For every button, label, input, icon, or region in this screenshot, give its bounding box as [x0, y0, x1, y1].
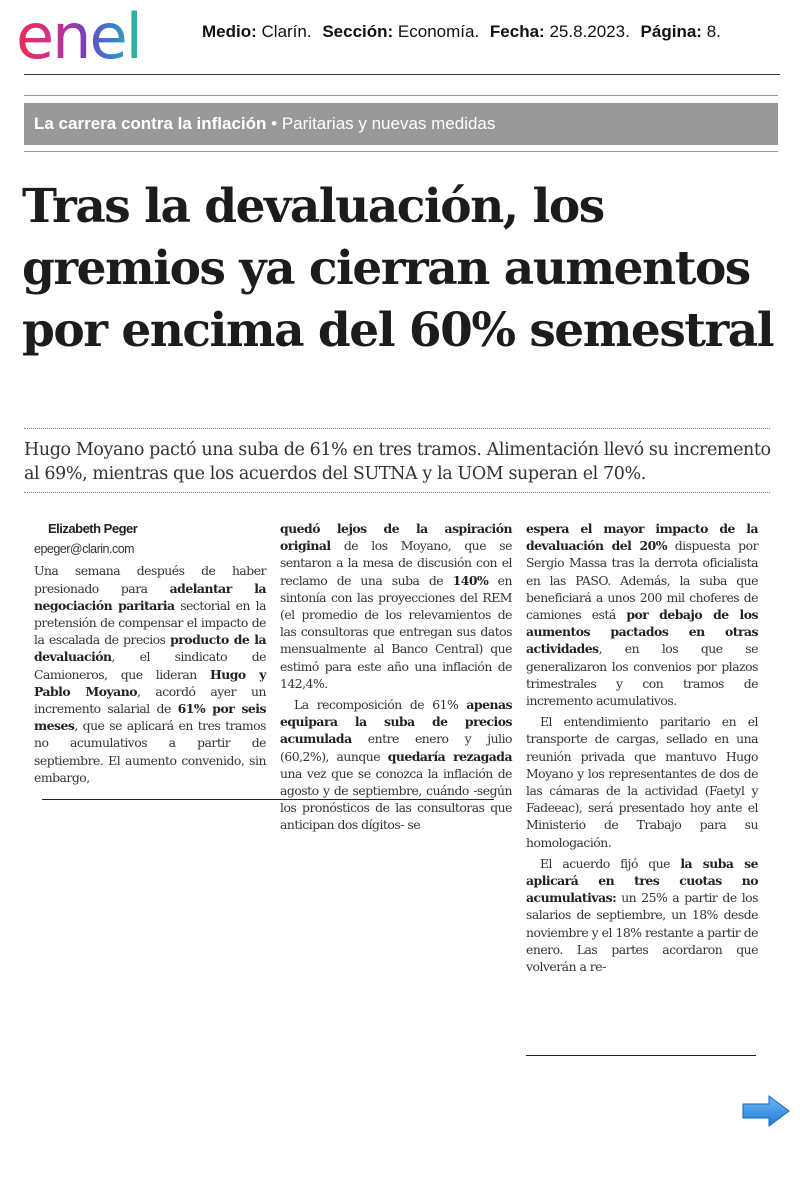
- article-column-2: [280, 520, 512, 838]
- medio-value: Clarín.: [261, 22, 312, 41]
- medio-label: Medio:: [202, 22, 257, 41]
- fecha-label: Fecha:: [489, 22, 545, 41]
- section-label: [34, 114, 495, 134]
- paragraph-4: El acuerdo fijó que la suba se aplicará en tres cuotas no acumulativas: un 25% a partir de los salarios de septiembre, un 18% desde noviembre y el 18% restante a partir de enero. Las partes acordaron que volverán a re-: [526, 855, 759, 975]
- author-email: epeger@clarin.com: [34, 542, 135, 557]
- author-name: Elizabeth Peger: [48, 521, 138, 536]
- article-column-3: [526, 520, 758, 979]
- paragraph-1-continued: quedó lejos de la aspiración original de los Moyano, que se sentaron a la mesa de discusión con el reclamo de una suba de 140% en sintonía con las proyecciones del REM (el promedio de los relevamientos de las consultoras que entregan sus datos mensualmente al Banco Central) que estimó para este año una inflación de 142,4%.: [280, 521, 512, 691]
- headline: Tras la devaluación, los gremios ya cierran aumentos por encima del 60% semestral: [22, 179, 774, 358]
- pagina-value: 8.: [706, 22, 721, 41]
- article-column-1: [34, 520, 266, 790]
- paragraph-2-continued: espera el mayor impacto de la devaluación del 20% dispuesta por Sergio Massa tras la derrota oficialista en las PASO. Además, la suba que beneficiará a unos 200 mil choferes de camiones está por debajo de los aumentos pactados en otras actividades, en los que se generalizaron los convenios por plazos trimestrales y con tramos de incremento acumulativos.: [526, 521, 758, 709]
- paragraph-1: Una semana después de haber presionado para adelantar la negociación paritaria sectorial en la pretensión de compensar el impacto de la escalada de precios producto de la devaluación, el sindicato de Camioneros, que lideran Hugo y Pablo Moyano, acordó ayer un incremento salarial de 61% por seis meses, que se aplicará en tres tramos no acumulativos a partir de septiembre. El aumento convenido, sin embargo,: [34, 563, 266, 785]
- enel-logo: [16, 6, 182, 66]
- section-bar: [24, 103, 778, 145]
- section-top-rule: [24, 95, 778, 96]
- paragraph-2: La recomposición de 61% apenas equipara la suba de precios acumulada entre enero y julio (60,2%), aunque quedaría rezagada una vez que se conozca la inflación de agosto y de septiembre, cuándo -según los pronósticos de las consultoras que anticipan dos dígitos- se: [280, 697, 512, 833]
- paragraph-3: El entendimiento paritario en el transporte de cargas, sellado en una reunión privada que mantuvo Hugo Moyano y los representantes de dos de las cámaras de la actividad (Faetyl y Fadeeac), será presentado hoy ante el Ministerio de Trabajo para su homologación.: [526, 714, 758, 850]
- section-topic: La carrera contra la inflación: [34, 114, 267, 133]
- columns-end-rule: [42, 799, 494, 800]
- section-separator: •: [271, 114, 278, 133]
- column-3-end-rule: [526, 1055, 756, 1056]
- clipping-metadata: [202, 22, 721, 42]
- subhead-top-rule: [24, 428, 770, 429]
- section-bottom-rule: [24, 151, 778, 152]
- svg-text:enel: enel: [16, 6, 141, 66]
- section-subtopic: Paritarias y nuevas medidas: [281, 114, 496, 133]
- seccion-label: Sección:: [322, 22, 394, 41]
- header-divider: [24, 74, 780, 75]
- right-arrow-icon[interactable]: [741, 1094, 791, 1128]
- subhead-bottom-rule: [24, 492, 770, 493]
- pagina-label: Página:: [640, 22, 702, 41]
- seccion-value: Economía.: [397, 22, 480, 41]
- subheadline: Hugo Moyano pactó una suba de 61% en tres tramos. Alimentación llevó su incremento al 69%, mientras que los acuerdos del SUTNA y la UOM superan el 70%.: [24, 440, 771, 484]
- fecha-value: 25.8.2023.: [549, 22, 630, 41]
